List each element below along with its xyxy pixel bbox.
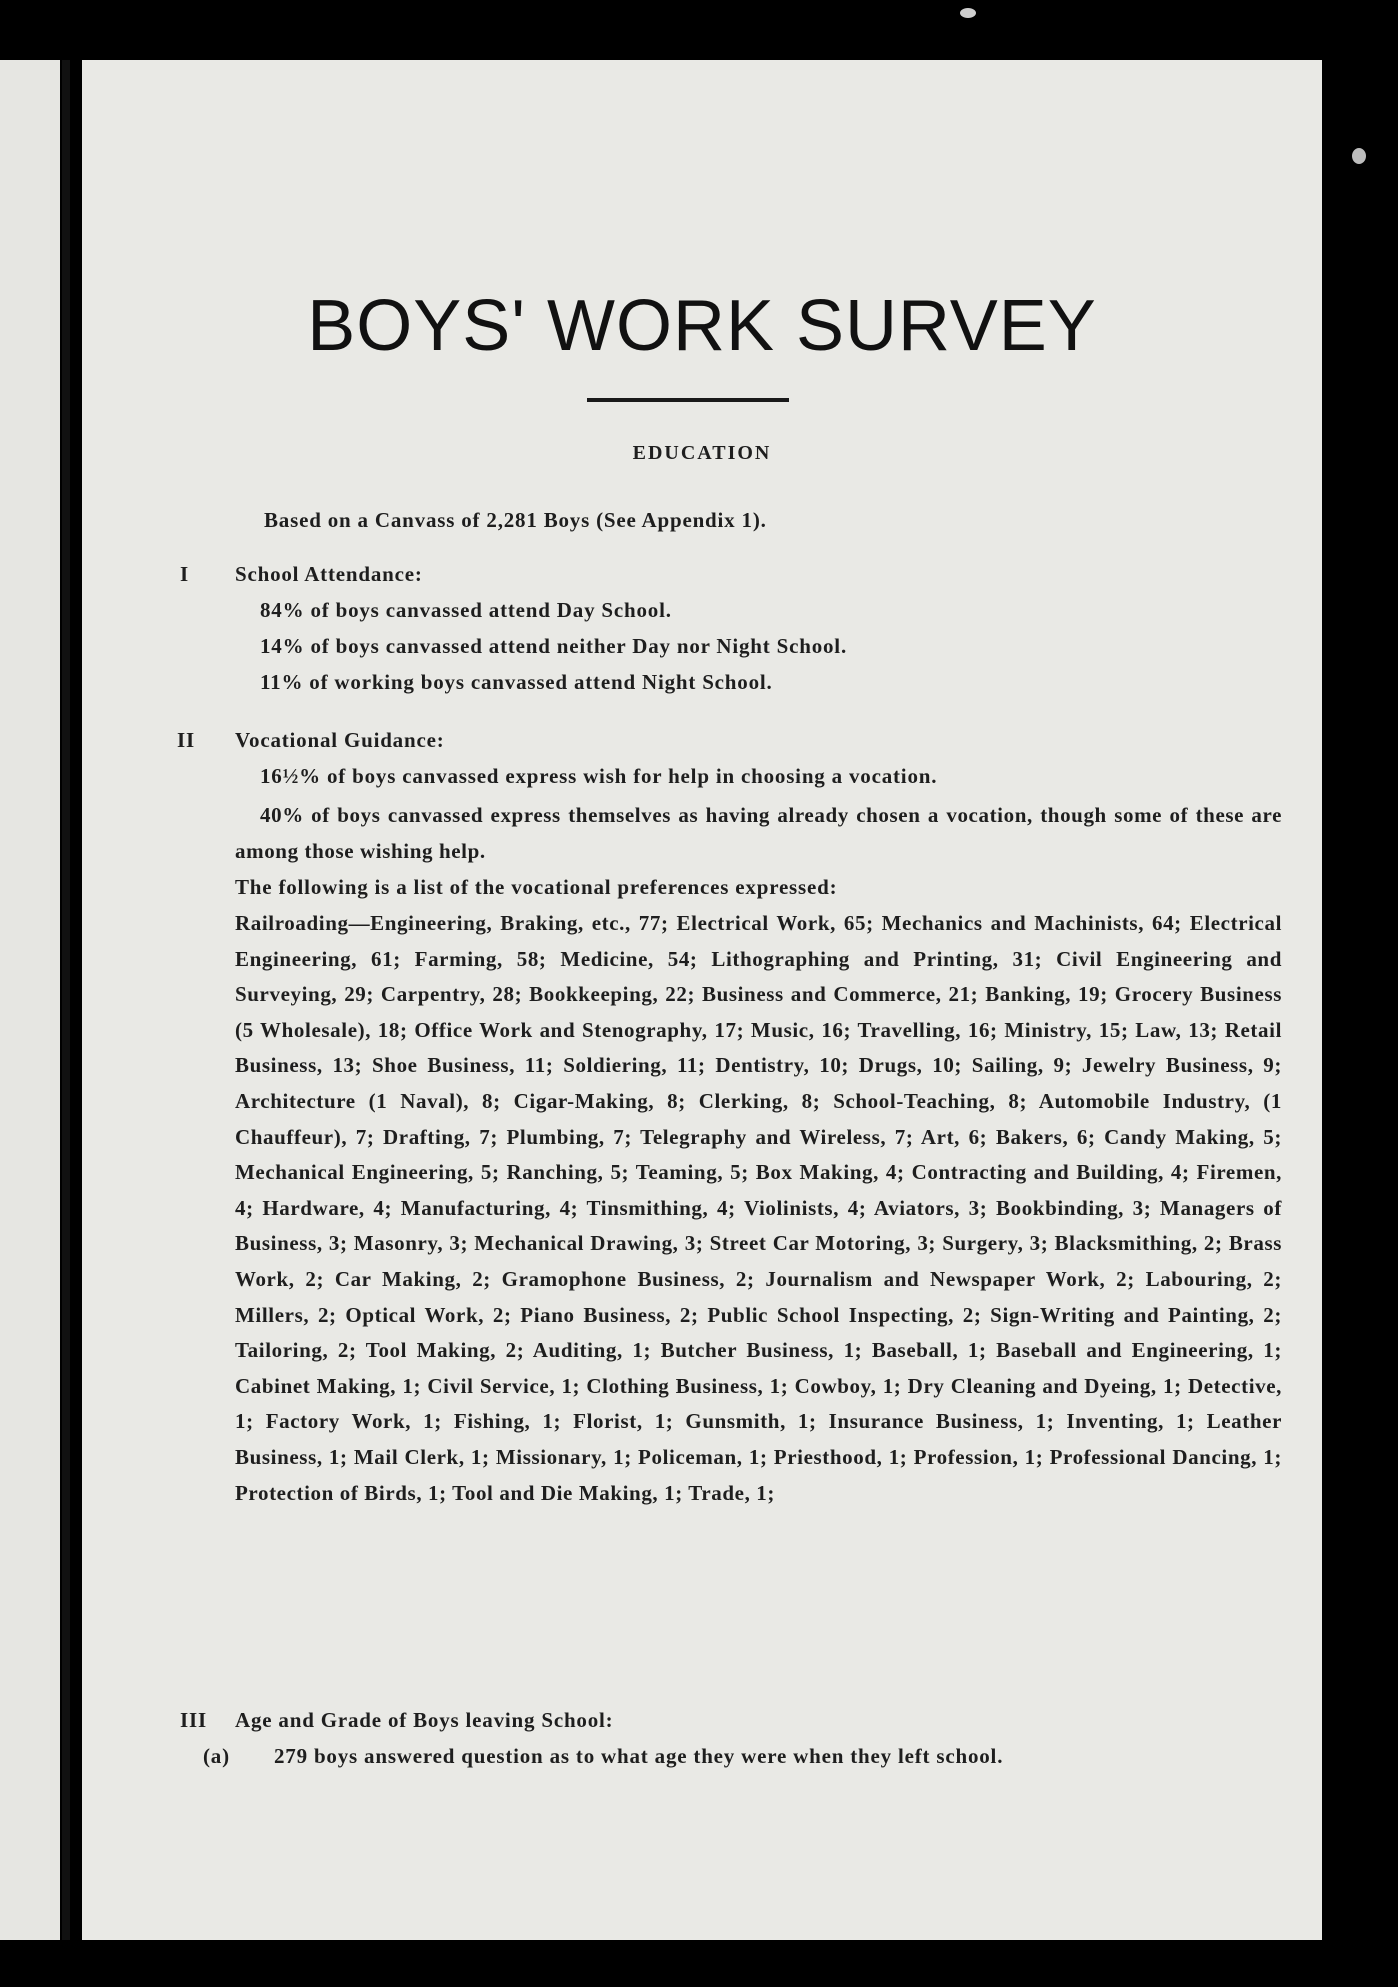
scan-speck (960, 8, 976, 18)
document-page (82, 60, 1322, 1940)
intro-line: Based on a Canvass of 2,281 Boys (See Appendix 1). (264, 508, 767, 532)
item-marker: (a) (203, 1744, 230, 1768)
section-heading-school-attendance: School Attendance: (235, 562, 423, 586)
preferences-list: Railroading—Engineering, Braking, etc., 77; Electrical Work, 65; Mechanics and Machinists, 64; Electrical Engineering, 61; Farming, 58; Medicine, 54; Lithographing and Printing, 31; Civil Engineering and Surveying, 29; Carpentry, 28; Bookkeeping, 22; Business and Commerce, 21; Banking, 19; Grocery Business (5 Wholesale), 18; Office Work and Stenography, 17; Music, 16; Travelling, 16; Ministry, 15; Law, 13; Retail Business, 13; Shoe Business, 11; Soldiering, 11; Dentistry, 10; Drugs, 10; Sailing, 9; Jewelry Business, 9; Architecture (1 Naval), 8; Cigar-Making, 8; Clerking, 8; School-Teaching, 8; Automobile Industry, (1 Chauffeur), 7; Drafting, 7; Plumbing, 7; Telegraphy and Wireless, 7; Art, 6; Bakers, 6; Candy Making, 5; Mechanical Engineering, 5; Ranching, 5; Teaming, 5; Box Making, 4; Contracting and Building, 4; Firemen, 4; Hardware, 4; Manufacturing, 4; Tinsmithing, 4; Violinists, 4; Aviators, 3; Bookbinding, 3; Managers of Business, 3; Masonry, 3; Mechanical Drawing, 3; Street Car Motoring, 3; Surgery, 3; Blacksmithing, 2; Brass Work, 2; Car Making, 2; Gramophone Business, 2; Journalism and Newspaper Work, 2; Labouring, 2; Millers, 2; Optical Work, 2; Piano Business, 2; Public School Inspecting, 2; Sign-Writing and Painting, 2; Tailoring, 2; Tool Making, 2; Auditing, 1; Butcher Business, 1; Baseball, 1; Baseball and Engineering, 1; Cabinet Making, 1; Civil Service, 1; Clothing Business, 1; Cowboy, 1; Dry Cleaning and Dyeing, 1; Detective, 1; Factory Work, 1; Fishing, 1; Florist, 1; Gunsmith, 1; Insurance Business, 1; Inventing, 1; Leather Business, 1; Mail Clerk, 1; Missionary, 1; Policeman, 1; Priesthood, 1; Profession, 1; Professional Dancing, 1; Protection of Birds, 1; Tool and Die Making, 1; Trade, 1; (235, 911, 1282, 1505)
section-heading: EDUCATION (632, 442, 772, 464)
section-numeral: III (180, 1708, 207, 1732)
title-divider (587, 398, 789, 402)
page-gutter (62, 60, 70, 1940)
guidance-line: 16½% of boys canvassed express wish for help in choosing a vocation. (260, 764, 938, 788)
attendance-line: 11% of working boys canvassed attend Night School. (260, 670, 773, 694)
section-numeral: I (180, 562, 189, 586)
section-heading-vocational-guidance: Vocational Guidance: (235, 728, 445, 752)
guidance-paragraph: 40% of boys canvassed express themselves as having already chosen a vocation, though some of these are among those wishing help. (235, 803, 1282, 863)
section-numeral: II (177, 728, 195, 752)
item-text: 279 boys answered question as to what age they were when they left school. (274, 1744, 1004, 1768)
attendance-line: 14% of boys canvassed attend neither Day nor Night School. (260, 634, 847, 658)
previous-page-edge (0, 60, 60, 1940)
attendance-line: 84% of boys canvassed attend Day School. (260, 598, 672, 622)
preferences-intro: The following is a list of the vocational preferences expressed: (235, 875, 838, 899)
document-title: BOYS' WORK SURVEY (307, 286, 1097, 366)
section-heading-age-grade: Age and Grade of Boys leaving School: (235, 1708, 614, 1732)
scan-speck (1352, 148, 1366, 164)
